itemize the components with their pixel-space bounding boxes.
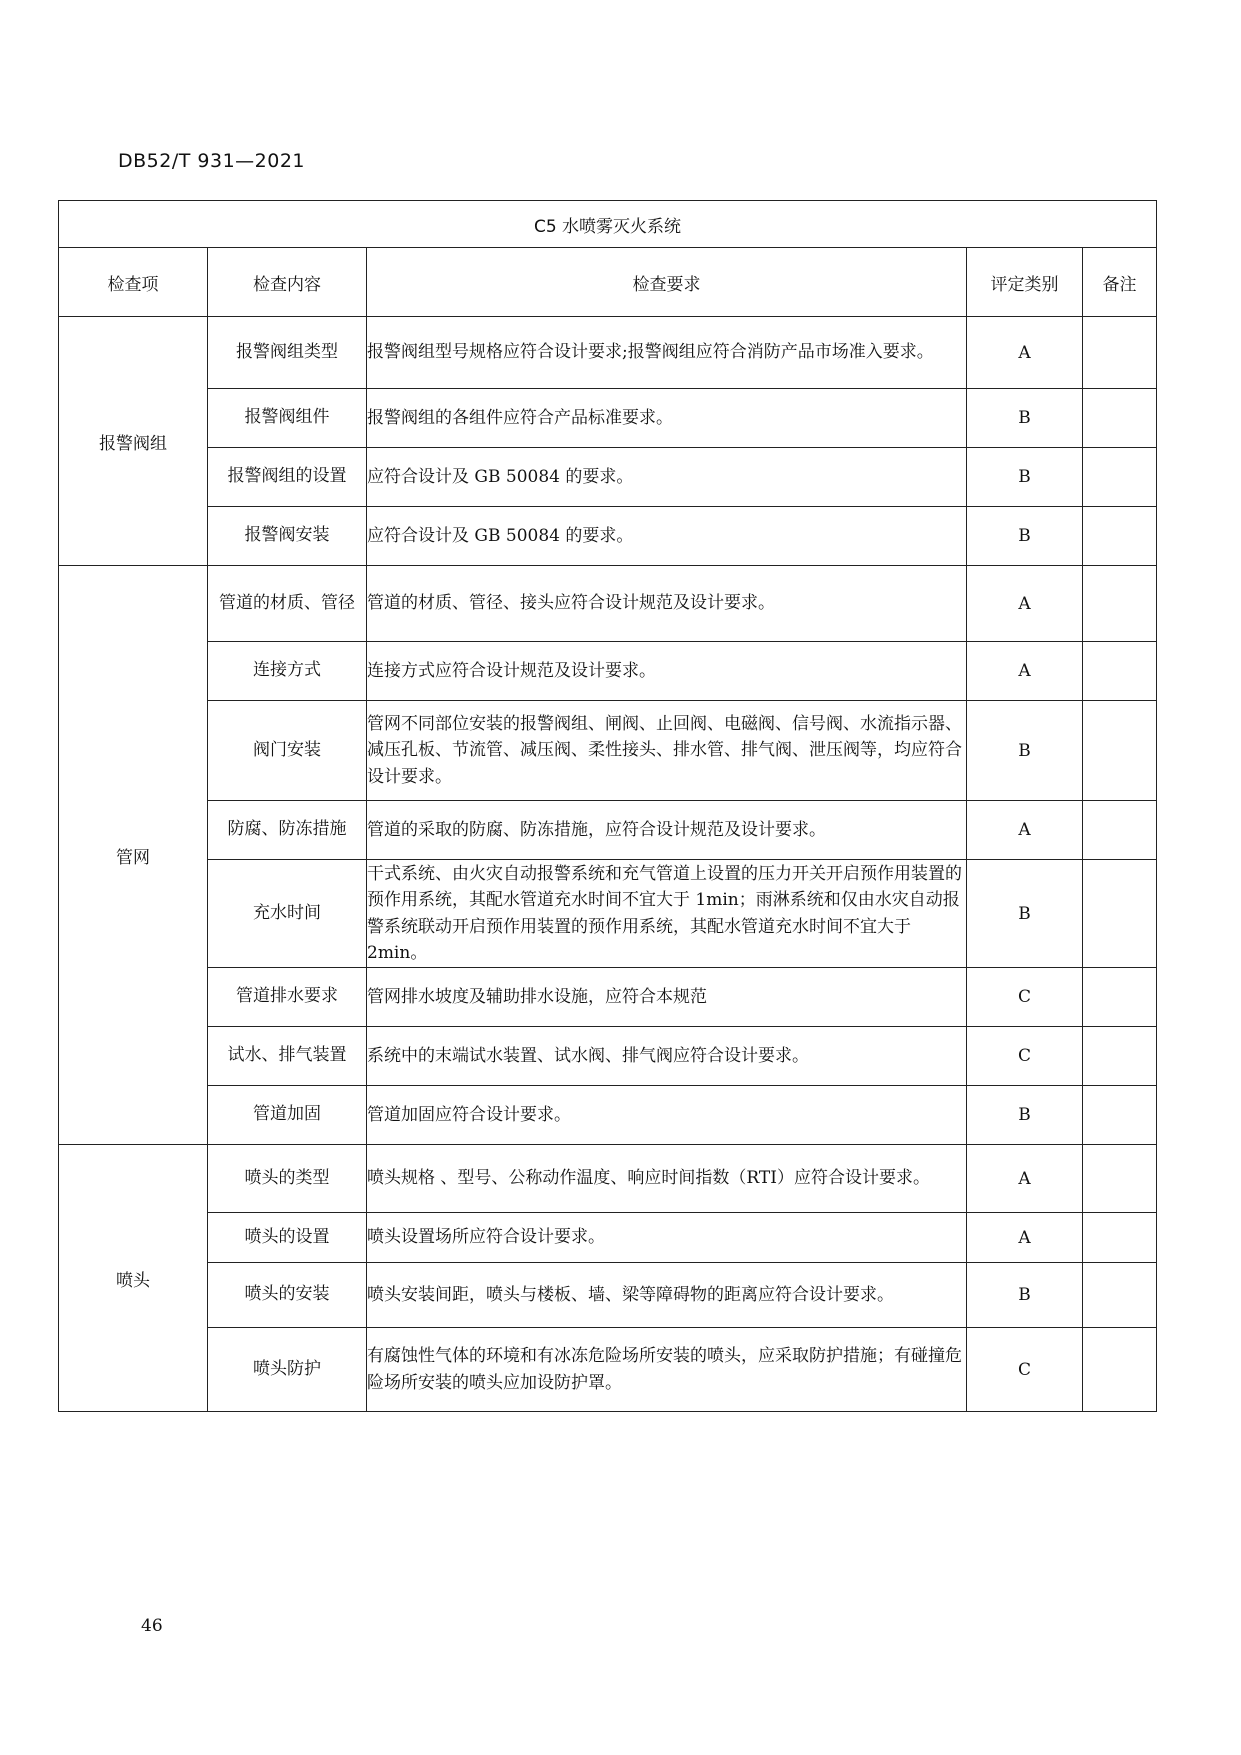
- inspection-requirement: 喷头安装间距，喷头与楼板、墙、梁等障碍物的距离应符合设计要求。: [367, 1263, 967, 1328]
- table-row: [59, 642, 1157, 701]
- evaluation-grade: A: [967, 801, 1083, 860]
- table-row: [59, 1213, 1157, 1263]
- table-row: [59, 389, 1157, 448]
- inspection-content: 喷头的类型: [208, 1145, 367, 1213]
- inspection-requirement: 应符合设计及 GB 50084 的要求。: [367, 448, 967, 507]
- evaluation-grade: B: [967, 1086, 1083, 1145]
- note-cell: [1083, 860, 1157, 968]
- note-cell: [1083, 1145, 1157, 1213]
- inspection-content: 报警阀安装: [208, 507, 367, 566]
- inspection-content: 充水时间: [208, 860, 367, 968]
- inspection-table: [58, 200, 1157, 1412]
- table-row: [59, 1263, 1157, 1328]
- table-row: [59, 507, 1157, 566]
- inspection-content: 喷头的设置: [208, 1213, 367, 1263]
- table-row: [59, 701, 1157, 801]
- column-header-requirement: 检查要求: [367, 248, 967, 317]
- table-row: [59, 448, 1157, 507]
- table-row: [59, 566, 1157, 642]
- evaluation-grade: B: [967, 701, 1083, 801]
- table-row: [59, 1145, 1157, 1213]
- inspection-content: 阀门安装: [208, 701, 367, 801]
- evaluation-grade: A: [967, 566, 1083, 642]
- column-header-content: 检查内容: [208, 248, 367, 317]
- inspection-content: 报警阀组件: [208, 389, 367, 448]
- table-header-row: [59, 248, 1157, 317]
- table-row: [59, 968, 1157, 1027]
- inspection-requirement: 喷头设置场所应符合设计要求。: [367, 1213, 967, 1263]
- inspection-requirement: 报警阀组的各组件应符合产品标准要求。: [367, 389, 967, 448]
- inspection-requirement: 有腐蚀性气体的环境和有冰冻危险场所安装的喷头，应采取防护措施；有碰撞危险场所安装的喷头应加设防护罩。: [367, 1328, 967, 1412]
- inspection-content: 喷头的安装: [208, 1263, 367, 1328]
- evaluation-grade: B: [967, 1263, 1083, 1328]
- inspection-requirement: 喷头规格 、型号、公称动作温度、响应时间指数（RTI）应符合设计要求。: [367, 1145, 967, 1213]
- note-cell: [1083, 1263, 1157, 1328]
- evaluation-grade: C: [967, 1027, 1083, 1086]
- inspection-item: 报警阀组: [59, 317, 208, 566]
- evaluation-grade: C: [967, 1328, 1083, 1412]
- inspection-content: 报警阀组类型: [208, 317, 367, 389]
- table-row: [59, 1027, 1157, 1086]
- evaluation-grade: B: [967, 389, 1083, 448]
- inspection-content: 管道加固: [208, 1086, 367, 1145]
- inspection-content: 喷头防护: [208, 1328, 367, 1412]
- inspection-requirement: 管网排水坡度及辅助排水设施，应符合本规范: [367, 968, 967, 1027]
- table-row: [59, 1328, 1157, 1412]
- inspection-requirement: 管道的采取的防腐、防冻措施，应符合设计规范及设计要求。: [367, 801, 967, 860]
- table-row: [59, 801, 1157, 860]
- note-cell: [1083, 1086, 1157, 1145]
- note-cell: [1083, 389, 1157, 448]
- note-cell: [1083, 701, 1157, 801]
- note-cell: [1083, 1328, 1157, 1412]
- evaluation-grade: A: [967, 1145, 1083, 1213]
- note-cell: [1083, 642, 1157, 701]
- note-cell: [1083, 448, 1157, 507]
- note-cell: [1083, 566, 1157, 642]
- inspection-content: 报警阀组的设置: [208, 448, 367, 507]
- inspection-requirement: 连接方式应符合设计规范及设计要求。: [367, 642, 967, 701]
- inspection-content: 连接方式: [208, 642, 367, 701]
- evaluation-grade: A: [967, 1213, 1083, 1263]
- table-row: [59, 1086, 1157, 1145]
- table-row: [59, 860, 1157, 968]
- inspection-content: 管道的材质、管径: [208, 566, 367, 642]
- evaluation-grade: B: [967, 507, 1083, 566]
- note-cell: [1083, 801, 1157, 860]
- evaluation-grade: B: [967, 448, 1083, 507]
- table-title: C5 水喷雾灭火系统: [59, 201, 1157, 248]
- inspection-requirement: 管道加固应符合设计要求。: [367, 1086, 967, 1145]
- note-cell: [1083, 1027, 1157, 1086]
- inspection-requirement: 系统中的末端试水装置、试水阀、排气阀应符合设计要求。: [367, 1027, 967, 1086]
- table-title-row: [59, 201, 1157, 248]
- inspection-requirement: 干式系统、由火灾自动报警系统和充气管道上设置的压力开关开启预作用装置的预作用系统，其配水管道充水时间不宜大于 1min；雨淋系统和仅由水灾自动报警系统联动开启预作用装置的预作用系统，其配水管道充水时间不宜大于 2min。: [367, 860, 967, 968]
- column-header-item: 检查项: [59, 248, 208, 317]
- column-header-grade: 评定类别: [967, 248, 1083, 317]
- inspection-item: 管网: [59, 566, 208, 1145]
- inspection-content: 防腐、防冻措施: [208, 801, 367, 860]
- page-number: 46: [141, 1616, 163, 1636]
- inspection-requirement: 管网不同部位安装的报警阀组、闸阀、止回阀、电磁阀、信号阀、水流指示器、减压孔板、节流管、减压阀、柔性接头、排水管、排气阀、泄压阀等，均应符合设计要求。: [367, 701, 967, 801]
- note-cell: [1083, 317, 1157, 389]
- inspection-content: 试水、排气装置: [208, 1027, 367, 1086]
- inspection-item: 喷头: [59, 1145, 208, 1412]
- inspection-requirement: 应符合设计及 GB 50084 的要求。: [367, 507, 967, 566]
- evaluation-grade: A: [967, 642, 1083, 701]
- evaluation-grade: C: [967, 968, 1083, 1027]
- document-code: DB52/T 931—2021: [118, 150, 306, 172]
- inspection-requirement: 管道的材质、管径、接头应符合设计规范及设计要求。: [367, 566, 967, 642]
- evaluation-grade: A: [967, 317, 1083, 389]
- inspection-requirement: 报警阀组型号规格应符合设计要求;报警阀组应符合消防产品市场准入要求。: [367, 317, 967, 389]
- column-header-note: 备注: [1083, 248, 1157, 317]
- inspection-content: 管道排水要求: [208, 968, 367, 1027]
- note-cell: [1083, 507, 1157, 566]
- table-row: [59, 317, 1157, 389]
- note-cell: [1083, 1213, 1157, 1263]
- note-cell: [1083, 968, 1157, 1027]
- evaluation-grade: B: [967, 860, 1083, 968]
